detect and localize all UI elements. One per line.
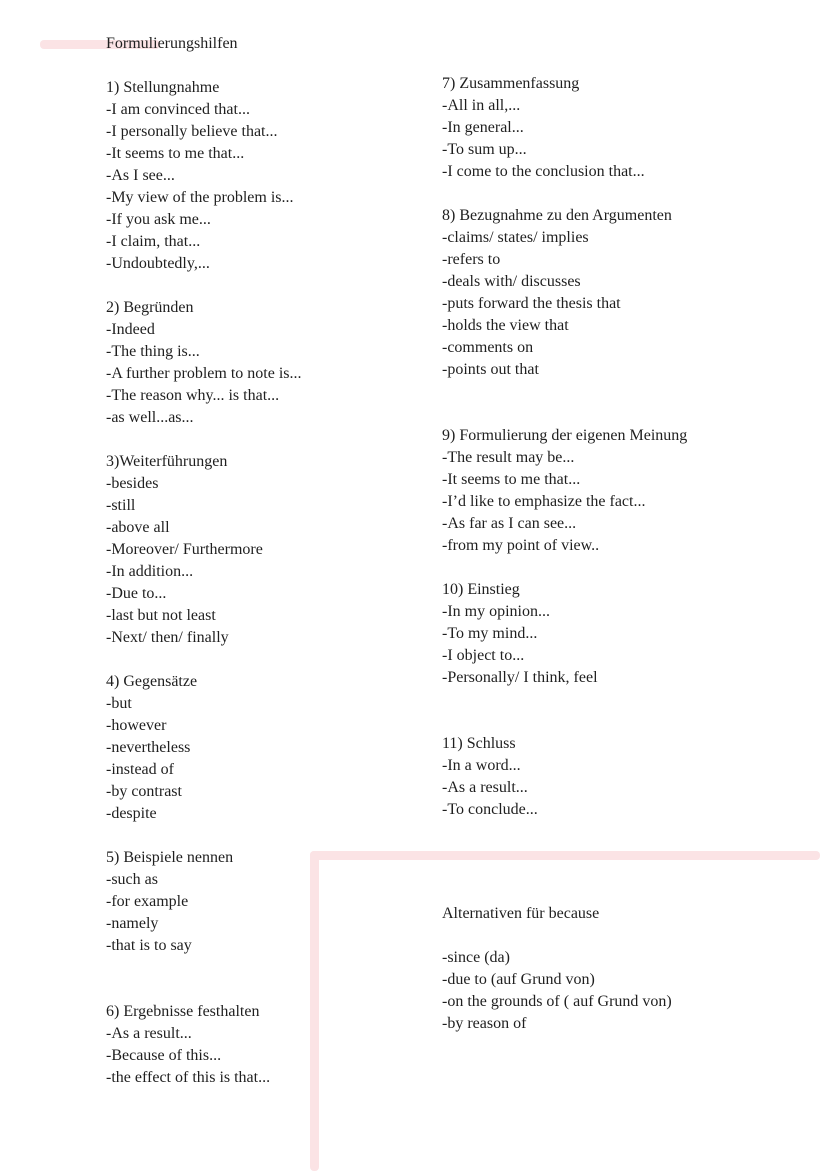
- section-heading: 4) Gegensätze: [106, 673, 198, 690]
- list-item: -claims/ states/ implies: [442, 229, 589, 246]
- list-item: -To my mind...: [442, 625, 538, 642]
- list-item: -A further problem to note is...: [106, 365, 302, 382]
- list-item: -nevertheless: [106, 739, 191, 756]
- section-eigene-meinung: [442, 425, 812, 557]
- list-item: -points out that: [442, 361, 539, 378]
- section-einstieg: [442, 579, 812, 689]
- list-item: -I object to...: [442, 647, 525, 664]
- list-item: -comments on: [442, 339, 534, 356]
- list-item: -Due to...: [106, 585, 167, 602]
- list-item: -Indeed: [106, 321, 155, 338]
- section-heading: 3)Weiterführungen: [106, 453, 228, 470]
- section-heading: Alternativen für because: [442, 905, 600, 922]
- list-item: -however: [106, 717, 167, 734]
- list-item: -since (da): [442, 949, 510, 966]
- list-item: -As a result...: [106, 1025, 192, 1042]
- list-item: -The reason why... is that...: [106, 387, 280, 404]
- section-weiterfuehrungen: [106, 451, 406, 649]
- list-item: -In a word...: [442, 757, 521, 774]
- list-item: -still: [106, 497, 136, 514]
- section-heading: 1) Stellungnahme: [106, 79, 220, 96]
- list-item: -I claim, that...: [106, 233, 201, 250]
- page-title: Formulierungshilfen: [106, 35, 238, 52]
- section-beispiele-nennen: [106, 847, 406, 957]
- section-begruenden: [106, 297, 406, 429]
- list-item: -namely: [106, 915, 159, 932]
- list-item: -the effect of this is that...: [106, 1069, 271, 1086]
- list-item: -As I see...: [106, 167, 175, 184]
- list-item: -In my opinion...: [442, 603, 550, 620]
- list-item: -I personally believe that...: [106, 123, 278, 140]
- list-item: -I am convinced that...: [106, 101, 250, 118]
- section-gegensaetze: [106, 671, 406, 825]
- list-item: -It seems to me that...: [442, 471, 581, 488]
- section-heading: 9) Formulierung der eigenen Meinung: [442, 427, 688, 444]
- list-item: -In general...: [442, 119, 524, 136]
- section-heading: 5) Beispiele nennen: [106, 849, 234, 866]
- section-heading: 7) Zusammenfassung: [442, 75, 580, 92]
- section-heading: 2) Begründen: [106, 299, 194, 316]
- list-item: -above all: [106, 519, 170, 536]
- section-heading: 11) Schluss: [442, 735, 516, 752]
- list-item: -from my point of view..: [442, 537, 600, 554]
- section-zusammenfassung: [442, 73, 812, 183]
- list-item: -by reason of: [442, 1015, 527, 1032]
- list-item: -Moreover/ Furthermore: [106, 541, 263, 558]
- list-item: -for example: [106, 893, 189, 910]
- list-item: -I’d like to emphasize the fact...: [442, 493, 646, 510]
- list-item: -such as: [106, 871, 158, 888]
- list-item: -last but not least: [106, 607, 216, 624]
- list-item: -The thing is...: [106, 343, 200, 360]
- list-item: -by contrast: [106, 783, 182, 800]
- right-column: [442, 73, 812, 821]
- list-item: -I come to the conclusion that...: [442, 163, 645, 180]
- list-item: -It seems to me that...: [106, 145, 245, 162]
- section-heading: 8) Bezugnahme zu den Argumenten: [442, 207, 672, 224]
- list-item: -Because of this...: [106, 1047, 222, 1064]
- section-schluss: [442, 733, 812, 821]
- list-item: -instead of: [106, 761, 174, 778]
- section-alternativen-because: [442, 903, 672, 1035]
- section-heading: 6) Ergebnisse festhalten: [106, 1003, 260, 1020]
- list-item: -besides: [106, 475, 159, 492]
- list-item: -As far as I can see...: [442, 515, 577, 532]
- list-item: -despite: [106, 805, 157, 822]
- list-item: -In addition...: [106, 563, 194, 580]
- left-column: [106, 77, 406, 1089]
- list-item: -My view of the problem is...: [106, 189, 294, 206]
- list-item: -Undoubtedly,...: [106, 255, 210, 272]
- list-item: -The result may be...: [442, 449, 575, 466]
- list-item: -but: [106, 695, 132, 712]
- list-item: -on the grounds of ( auf Grund von): [442, 993, 672, 1010]
- list-item: -If you ask me...: [106, 211, 211, 228]
- list-item: -as well...as...: [106, 409, 194, 426]
- list-item: -holds the view that: [442, 317, 569, 334]
- section-bezugnahme: [442, 205, 812, 381]
- section-heading: 10) Einstieg: [442, 581, 520, 598]
- section-stellungnahme: [106, 77, 406, 275]
- list-item: -To sum up...: [442, 141, 527, 158]
- list-item: -refers to: [442, 251, 501, 268]
- list-item: -All in all,...: [442, 97, 521, 114]
- list-item: -due to (auf Grund von): [442, 971, 595, 988]
- list-item: -To conclude...: [442, 801, 538, 818]
- list-item: -deals with/ discusses: [442, 273, 581, 290]
- list-item: -As a result...: [442, 779, 528, 796]
- list-item: -puts forward the thesis that: [442, 295, 621, 312]
- list-item: -Next/ then/ finally: [106, 629, 229, 646]
- list-item: -that is to say: [106, 937, 192, 954]
- section-ergebnisse-festhalten: [106, 1001, 406, 1089]
- list-item: -Personally/ I think, feel: [442, 669, 598, 686]
